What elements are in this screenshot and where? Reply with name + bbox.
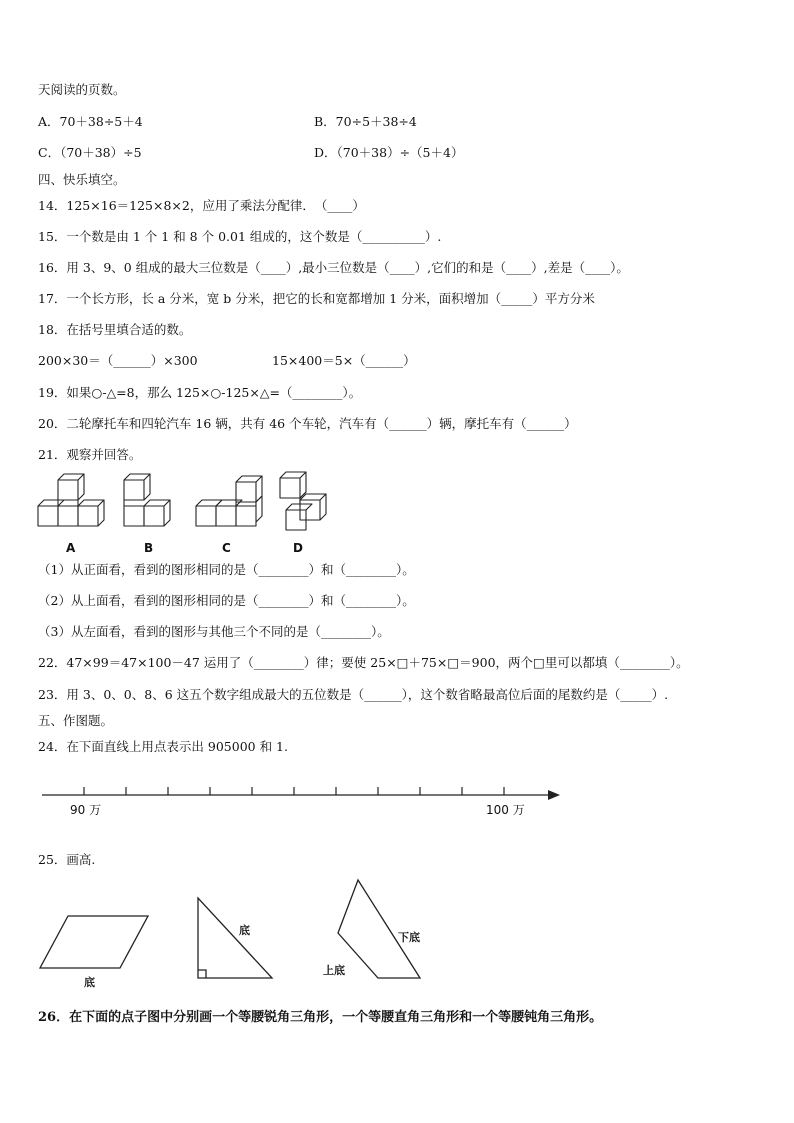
question-15: 15．一个数是由 1 个 1 和 8 个 0.01 组成的，这个数是（__________）. [38,229,442,244]
cube-figure-b [124,474,170,526]
cube-figures [30,470,370,560]
question-18-left: 200×30＝（______）×300 [38,353,198,368]
cube-label-a: A [66,541,76,555]
question-24: 24．在下面直线上用点表示出 905000 和 1. [38,739,288,754]
option-a: A．70＋38÷5＋4 [38,114,143,129]
right-triangle [198,898,272,978]
lower-base-label: 下底 [398,931,420,944]
option-d: D．（70＋38）÷（5＋4） [314,145,464,160]
question-17: 17．一个长方形，长 a 分米，宽 b 分米，把它的长和宽都增加 1 分米，面积增加（_____）平方分米 [38,291,595,306]
cube-figure-d [280,472,326,530]
question-20: 20．二轮摩托车和四轮汽车 16 辆，共有 46 个车轮，汽车有（______）辆，摩托车有（______） [38,416,577,431]
question-26: 26．在下面的点子图中分别画一个等腰锐角三角形，一个等腰直角三角形和一个等腰钝角三角形。 [38,1010,603,1025]
question-21-3: （3）从左面看，看到的图形与其他三个不同的是（________）。 [38,624,390,639]
question-14: 14．125×16＝125×8×2，应用了乘法分配律． （____） [38,198,365,213]
question-21: 21．观察并回答。 [38,447,142,462]
parallelogram-base-label: 底 [84,976,95,989]
question-18: 18．在括号里填合适的数。 [38,322,192,337]
cube-label-c: C [222,541,231,555]
cube-figure-c [196,476,262,526]
question-21-2: （2）从上面看，看到的图形相同的是（________）和（________）。 [38,593,415,608]
upper-base-label: 上底 [323,964,345,977]
option-c: C．（70＋38）÷5 [38,145,142,160]
question-18-right: 15×400＝5×（______） [272,353,416,368]
number-line-end-label: 100 万 [486,803,525,817]
cube-label-b: B [144,541,154,555]
section-heading: 四、快乐填空。 [38,172,126,187]
option-b: B．70÷5＋38÷4 [314,114,417,129]
section-heading: 五、作图题。 [38,713,114,728]
number-line-start-label: 90 万 [70,803,102,817]
question-25: 25．画高. [38,852,96,867]
question-23: 23．用 3、0、0、8、6 这五个数字组成最大的五位数是（______），这个数省略最高位后面的尾数约是（_____）. [38,687,669,702]
question-16: 16．用 3、9、0 组成的最大三位数是（____）,最小三位数是（____）,它们的和是（____）,差是（____）。 [38,260,629,275]
triangle-base-label: 底 [239,924,250,937]
trapezoid-triangle [338,880,420,978]
geometry-shapes [38,878,458,998]
cube-label-d: D [293,541,303,555]
parallelogram [40,916,148,968]
number-line [38,780,578,830]
question-21-1: （1）从正面看，看到的图形相同的是（________）和（________）。 [38,562,415,577]
question-22: 22．47×99＝47×100－47 运用了（________）律；要使 25×□＋75×□＝900，两个□里可以都填（________）。 [38,655,689,670]
question-19: 19．如果○-△=8，那么 125×○-125×△=（________）。 [38,385,362,400]
cube-figure-a [38,474,104,526]
text-line: 天阅读的页数。 [38,82,126,97]
